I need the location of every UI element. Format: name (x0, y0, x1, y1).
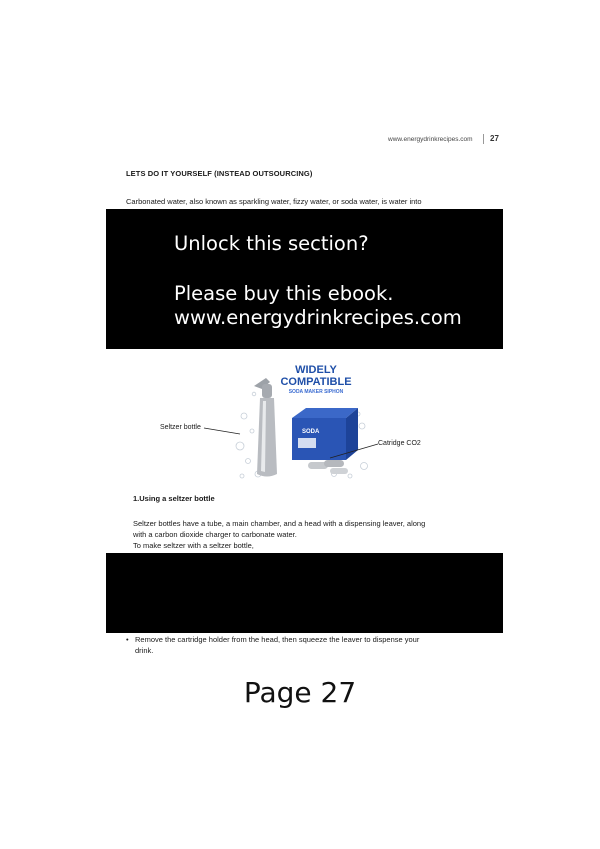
banner-line2: COMPATIBLE (280, 376, 352, 388)
seltzer-paragraph (133, 518, 493, 551)
bullet-dot: • (126, 635, 129, 644)
bullet-line-2: drink. (135, 646, 154, 655)
page-label: Page 27 (243, 676, 357, 709)
seltzer-pointer-line (202, 420, 242, 440)
redacted-block (106, 553, 503, 633)
bullet-line-1: Remove the cartridge holder from the head, then squeeze the leaver to dispense your (135, 635, 420, 644)
header-page-number: 27 (490, 134, 499, 143)
subheading-seltzer: 1.Using a seltzer bottle (133, 494, 215, 503)
section-heading: LETS DO IT YOURSELF (INSTEAD OUTSOURCING) (126, 169, 313, 178)
box-label: SODA (302, 429, 320, 435)
co2-cartridge-label: Catridge CO2 (378, 440, 421, 447)
product-image (234, 356, 370, 488)
bullet-item (126, 634, 490, 656)
seltzer-line-2: with a carbon dioxide charger to carbonate water. (133, 530, 297, 539)
seltzer-bottle-label: Seltzer bottle (160, 424, 201, 431)
buy-prompt: Please buy this ebook. (174, 282, 394, 305)
website-link[interactable]: www.energydrinkrecipes.com (174, 306, 462, 329)
seltzer-line-1: Seltzer bottles have a tube, a main chamber, and a head with a dispensing leaver, along (133, 519, 426, 528)
unlock-prompt: Unlock this section? (174, 232, 369, 255)
banner-line1: WIDELY (295, 364, 337, 376)
header-url: www.energydrinkrecipes.com (388, 136, 473, 143)
seltzer-line-3: To make seltzer with a seltzer bottle, (133, 541, 254, 550)
header-divider (483, 134, 484, 144)
banner-line3: SODA MAKER SIPHON (288, 389, 344, 395)
co2-pointer-line (328, 440, 380, 462)
intro-paragraph: Carbonated water, also known as sparkling water, fizzy water, or soda water, is water into (126, 197, 422, 206)
